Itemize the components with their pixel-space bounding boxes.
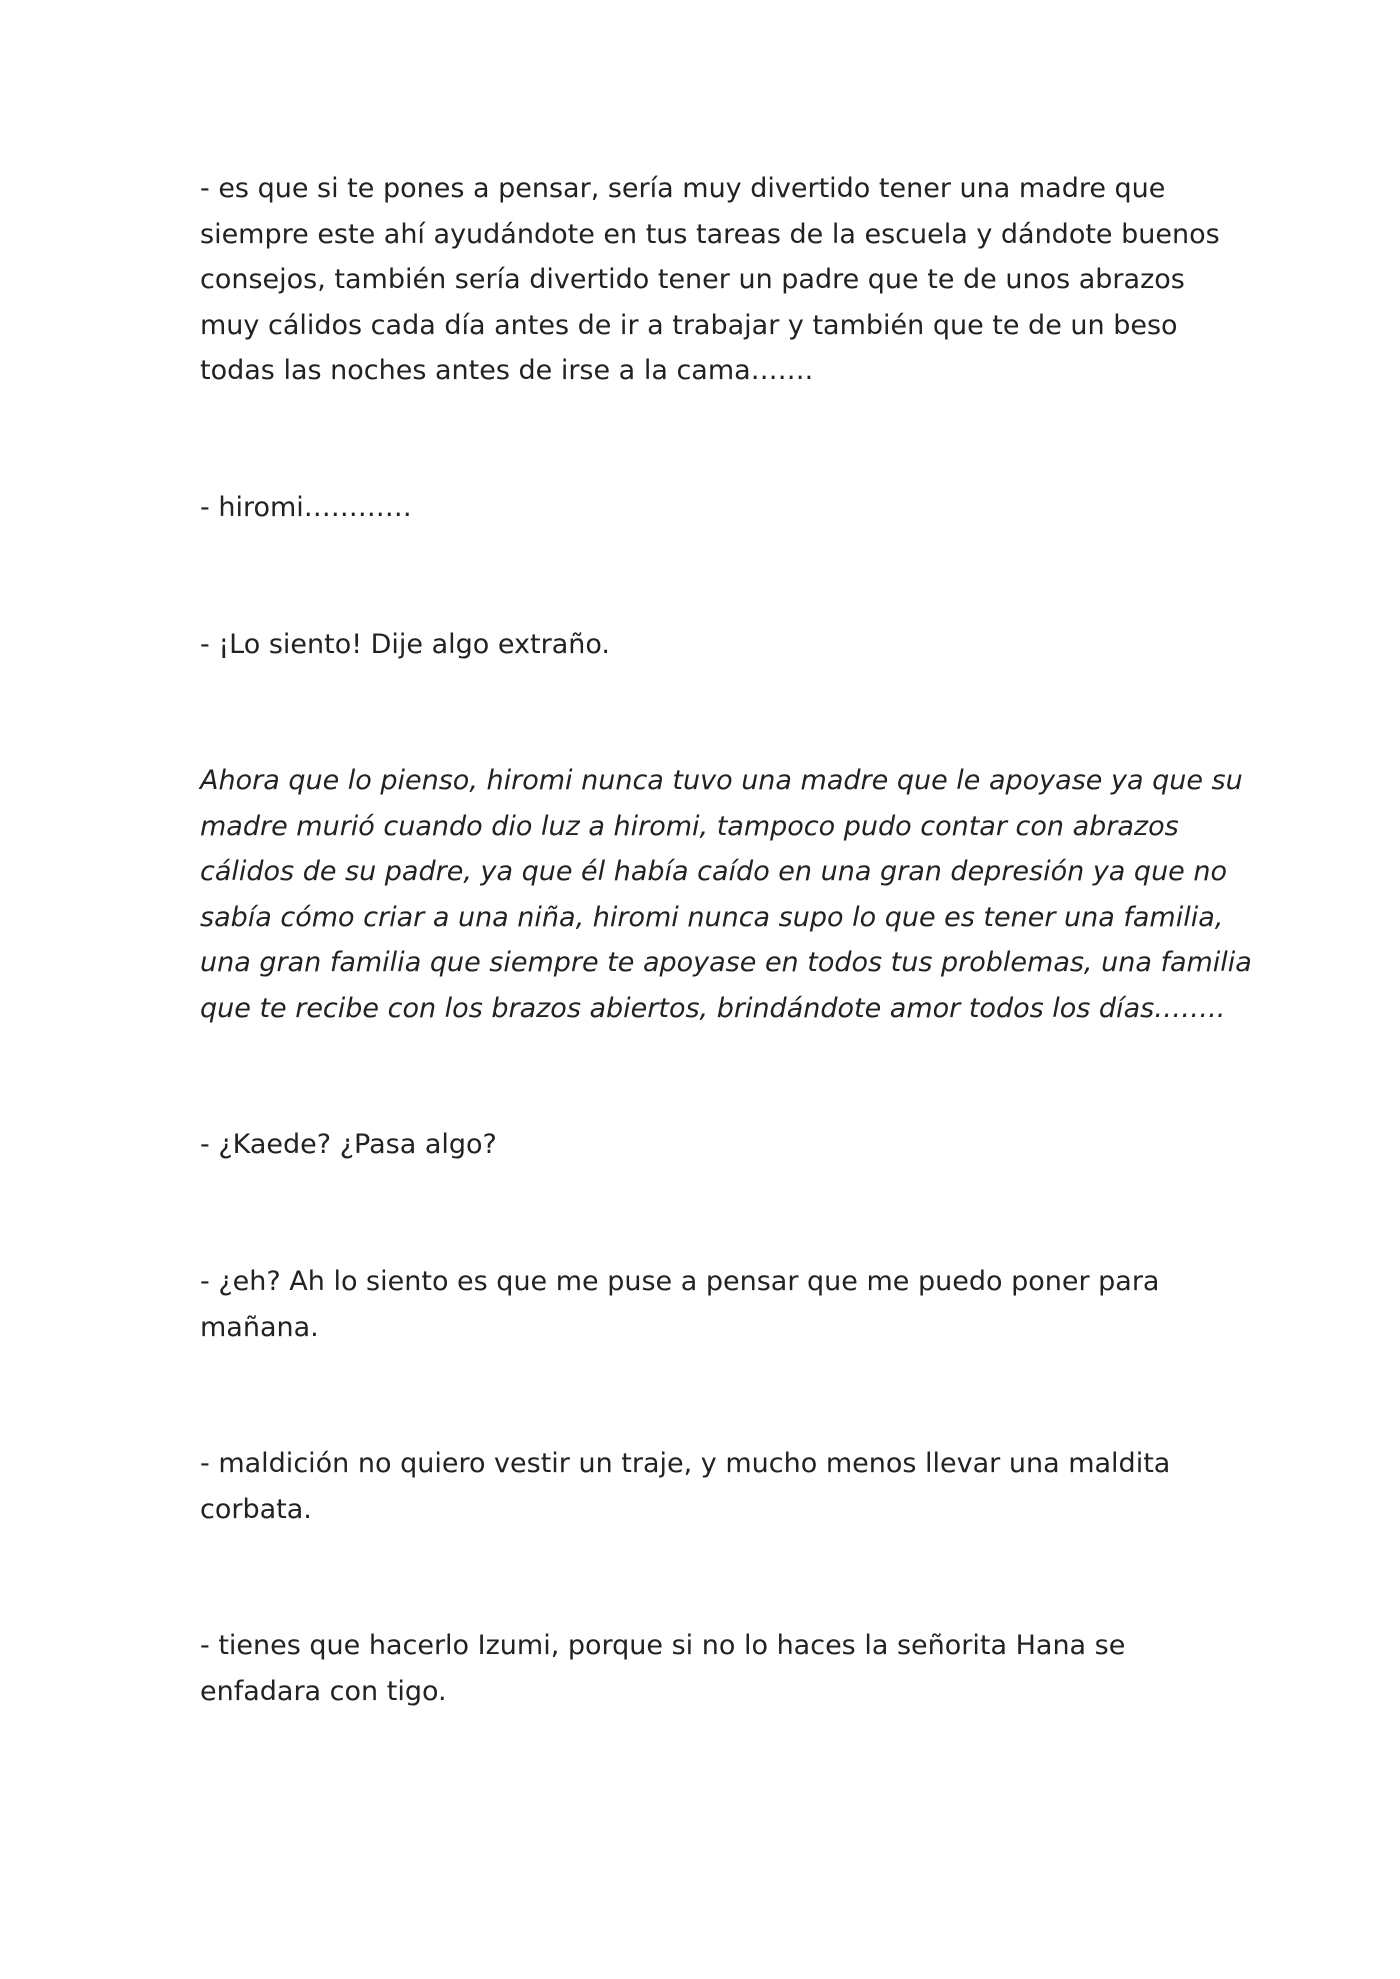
paragraph-dialogue-1 (200, 166, 1220, 394)
text-line: corbata. (200, 1493, 312, 1525)
text-line: todas las noches antes de irse a la cama……. (200, 355, 814, 386)
text-line: Ahora que lo pienso, hiromi nunca tuvo una madre que le apoyase ya que su (200, 765, 1243, 796)
text-line: - ¿Kaede? ¿Pasa algo? (200, 1129, 497, 1160)
paragraph-dialogue-4 (200, 1122, 1220, 1168)
text-line: - tienes que hacerlo Izumi, porque si no lo haces la señorita Hana se (200, 1630, 1126, 1661)
text-line: que te recibe con los brazos abiertos, brindándote amor todos los días…….. (200, 992, 1226, 1024)
text-line: - hiromi………… (200, 492, 412, 523)
text-line: muy cálidos cada día antes de ir a trabajar y también que te de un beso (200, 309, 1178, 341)
paragraph-dialogue-3 (200, 622, 1220, 668)
text-line: - maldición no quiero vestir un traje, y mucho menos llevar una maldita (200, 1448, 1171, 1479)
text-line: - es que si te pones a pensar, sería muy divertido tener una madre que (200, 173, 1166, 204)
paragraph-dialogue-6 (200, 1441, 1220, 1532)
paragraph-dialogue-2 (200, 485, 1220, 531)
text-line: una gran familia que siempre te apoyase en todos tus problemas, una familia (200, 947, 1252, 978)
text-line: mañana. (200, 1311, 319, 1343)
paragraph-narration (200, 758, 1252, 1031)
text-line: siempre este ahí ayudándote en tus tareas de la escuela y dándote buenos (200, 218, 1220, 250)
text-line: cálidos de su padre, ya que él había caído en una gran depresión ya que no (200, 856, 1228, 887)
paragraph-dialogue-5 (200, 1259, 1220, 1350)
text-line: madre murió cuando dio luz a hiromi, tampoco pudo contar con abrazos (200, 810, 1179, 842)
text-line: - ¡Lo siento! Dije algo extraño. (200, 629, 610, 660)
text-line: enfadara con tigo. (200, 1675, 447, 1707)
text-line: consejos, también sería divertido tener un padre que te de unos abrazos (200, 264, 1185, 295)
text-line: - ¿eh? Ah lo siento es que me puse a pensar que me puedo poner para (200, 1266, 1160, 1297)
text-line: sabía cómo criar a una niña, hiromi nunca supo lo que es tener una familia, (200, 901, 1224, 933)
paragraph-dialogue-7 (200, 1623, 1220, 1714)
